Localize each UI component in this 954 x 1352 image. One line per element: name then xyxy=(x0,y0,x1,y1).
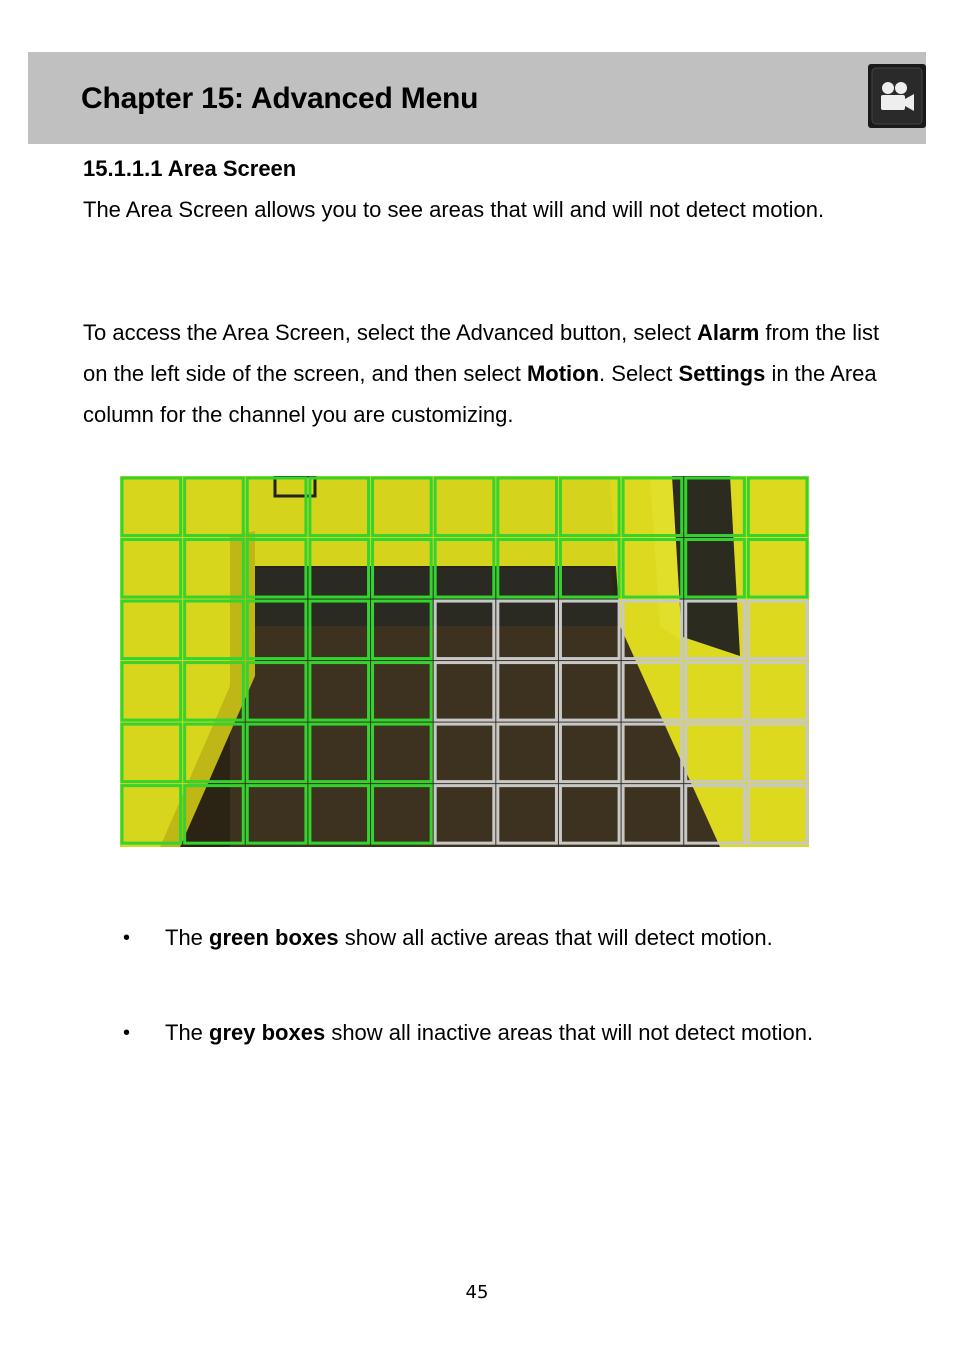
bullet-icon: • xyxy=(123,927,131,949)
chapter-header xyxy=(28,52,926,144)
bullet-icon: • xyxy=(123,1022,131,1044)
section-title: 15.1.1.1 Area Screen xyxy=(83,156,297,181)
motion-area-screenshot xyxy=(120,476,809,847)
legend-bullet-list xyxy=(123,918,813,1053)
instructions-paragraph: To access the Area Screen, select the Advanced button, select Alarm from the list on the left side of the screen, and then select Motion. Select Settings in the Area column for the channel you are customizing. xyxy=(83,320,880,427)
bullet-green-boxes: • The green boxes show all active areas that will detect motion. xyxy=(123,918,813,958)
settings-term: Settings xyxy=(678,361,766,386)
grey-boxes-term: grey boxes xyxy=(209,1020,326,1045)
chapter-title: Chapter 15: Advanced Menu xyxy=(81,82,479,115)
green-boxes-term: green boxes xyxy=(209,925,339,950)
video-camera-icon xyxy=(868,64,926,128)
alarm-term: Alarm xyxy=(696,320,760,345)
intro-paragraph: The Area Screen allows you to see areas that will and will not detect motion. xyxy=(83,197,825,222)
bullet-grey-boxes: • The grey boxes show all inactive areas that will not detect motion. xyxy=(123,1013,813,1053)
page-number: 45 xyxy=(465,1282,489,1303)
motion-term: Motion xyxy=(526,361,600,386)
